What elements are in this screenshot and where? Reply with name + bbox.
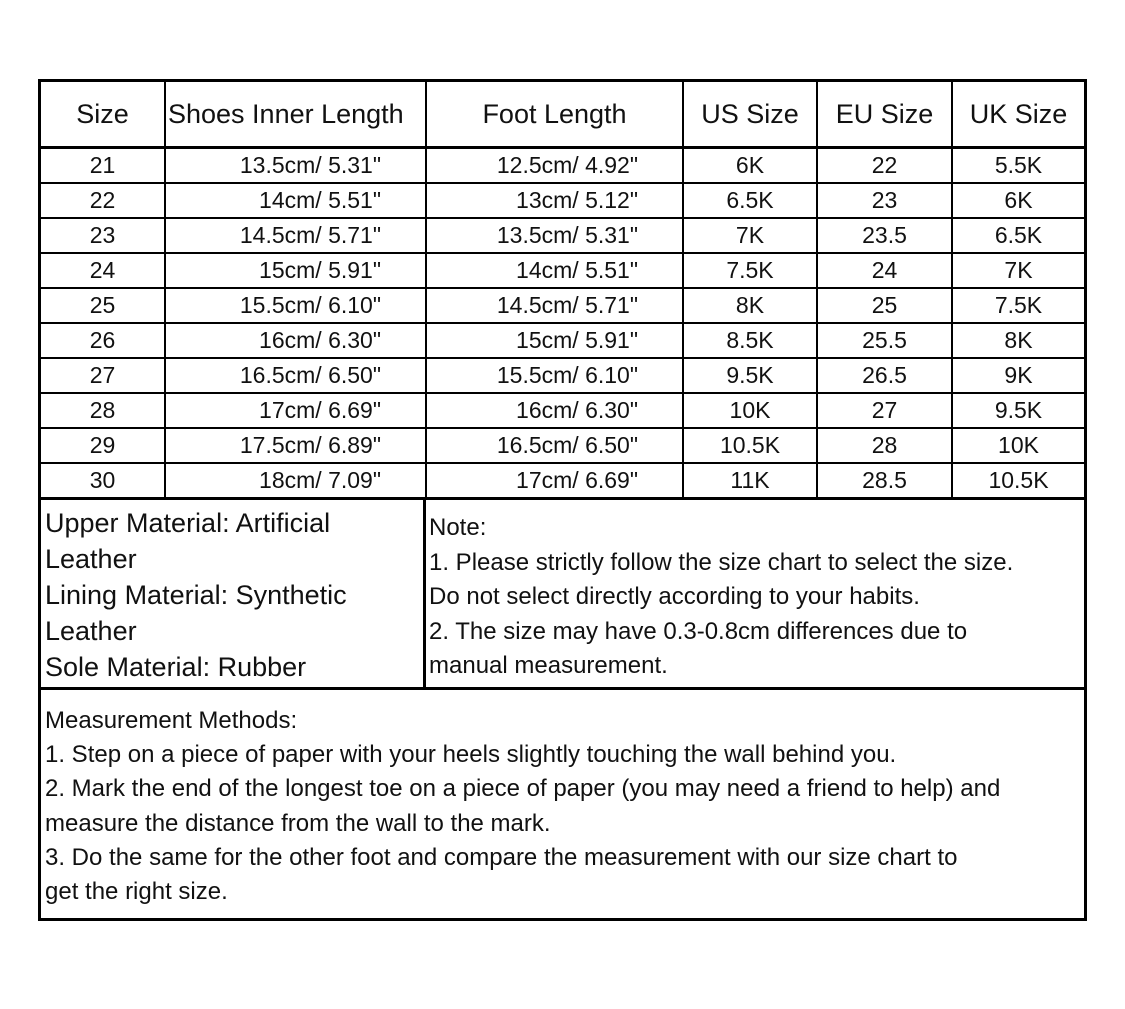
cell-size: 30 — [41, 463, 165, 499]
table-row — [41, 183, 1084, 218]
cell-eu-size: 23.5 — [817, 218, 952, 253]
note-line: Do not select directly according to your habits. — [429, 583, 920, 610]
cell-us-size: 7K — [683, 218, 817, 253]
table-row — [41, 323, 1084, 358]
cell-eu-size: 27 — [817, 393, 952, 428]
cell-foot-length: 16.5cm/ 6.50" — [426, 428, 683, 463]
size-chart — [38, 79, 1087, 921]
note-line: 2. The size may have 0.3-0.8cm differences due to — [429, 617, 968, 645]
cell-uk-size: 9.5K — [952, 393, 1084, 428]
cell-eu-size: 23 — [817, 183, 952, 218]
cell-eu-size: 25.5 — [817, 323, 952, 358]
cell-shoes-inner-length: 17cm/ 6.69" — [165, 393, 426, 428]
note-line: Note: — [429, 514, 487, 541]
table-header-row — [41, 82, 1084, 148]
methods-line: 3. Do the same for the other foot and compare the measurement with our size chart to — [45, 843, 958, 871]
cell-foot-length: 15cm/ 5.91" — [426, 323, 683, 358]
materials-line: Sole Material: Rubber — [45, 652, 307, 682]
cell-uk-size: 6K — [952, 183, 1084, 218]
cell-size: 29 — [41, 428, 165, 463]
header-size: Size — [41, 82, 165, 148]
cell-shoes-inner-length: 15cm/ 5.91" — [165, 253, 426, 288]
cell-eu-size: 24 — [817, 253, 952, 288]
cell-size: 27 — [41, 358, 165, 393]
cell-us-size: 6K — [683, 148, 817, 184]
cell-us-size: 10K — [683, 393, 817, 428]
cell-us-size: 7.5K — [683, 253, 817, 288]
table-row — [41, 218, 1084, 253]
cell-uk-size: 7.5K — [952, 288, 1084, 323]
note-line: 1. Please strictly follow the size chart to select the size. — [429, 548, 1014, 576]
cell-uk-size: 8K — [952, 323, 1084, 358]
cell-us-size: 9.5K — [683, 358, 817, 393]
header-eu-size: EU Size — [817, 82, 952, 148]
cell-foot-length: 16cm/ 6.30" — [426, 393, 683, 428]
cell-shoes-inner-length: 16cm/ 6.30" — [165, 323, 426, 358]
cell-size: 23 — [41, 218, 165, 253]
materials-line: Leather — [45, 616, 137, 646]
note-line: manual measurement. — [429, 652, 668, 679]
cell-shoes-inner-length: 18cm/ 7.09" — [165, 463, 426, 499]
cell-foot-length: 14cm/ 5.51" — [426, 253, 683, 288]
cell-uk-size: 10.5K — [952, 463, 1084, 499]
cell-us-size: 11K — [683, 463, 817, 499]
cell-uk-size: 9K — [952, 358, 1084, 393]
methods-line: measure the distance from the wall to the mark. — [45, 809, 551, 837]
measurement-methods-block — [45, 704, 1081, 909]
cell-size: 25 — [41, 288, 165, 323]
cell-size: 24 — [41, 253, 165, 288]
methods-line: 2. Mark the end of the longest toe on a piece of paper (you may need a friend to help) and — [45, 775, 1001, 803]
table-row — [41, 148, 1084, 184]
table-row — [41, 358, 1084, 393]
cell-uk-size: 10K — [952, 428, 1084, 463]
cell-foot-length: 12.5cm/ 4.92" — [426, 148, 683, 184]
cell-eu-size: 28 — [817, 428, 952, 463]
info-section — [41, 497, 1084, 690]
table-row — [41, 288, 1084, 323]
cell-shoes-inner-length: 13.5cm/ 5.31" — [165, 148, 426, 184]
cell-us-size: 6.5K — [683, 183, 817, 218]
cell-shoes-inner-length: 14.5cm/ 5.71" — [165, 218, 426, 253]
table-row — [41, 253, 1084, 288]
header-shoes-inner-length: Shoes Inner Length — [165, 82, 426, 148]
table-row — [41, 463, 1084, 499]
methods-line: Measurement Methods: — [45, 707, 298, 734]
materials-line: Lining Material: Synthetic — [45, 580, 347, 610]
cell-foot-length: 17cm/ 6.69" — [426, 463, 683, 499]
cell-us-size: 8.5K — [683, 323, 817, 358]
cell-shoes-inner-length: 17.5cm/ 6.89" — [165, 428, 426, 463]
cell-us-size: 10.5K — [683, 428, 817, 463]
cell-uk-size: 6.5K — [952, 218, 1084, 253]
methods-line: get the right size. — [45, 878, 228, 906]
table-row — [41, 393, 1084, 428]
cell-us-size: 8K — [683, 288, 817, 323]
cell-uk-size: 7K — [952, 253, 1084, 288]
cell-foot-length: 13cm/ 5.12" — [426, 183, 683, 218]
cell-size: 22 — [41, 183, 165, 218]
cell-eu-size: 22 — [817, 148, 952, 184]
cell-uk-size: 5.5K — [952, 148, 1084, 184]
cell-eu-size: 25 — [817, 288, 952, 323]
methods-line: 1. Step on a piece of paper with your heels slightly touching the wall behind you. — [45, 741, 897, 769]
cell-foot-length: 15.5cm/ 6.10" — [426, 358, 683, 393]
cell-eu-size: 28.5 — [817, 463, 952, 499]
size-table — [41, 82, 1084, 500]
table-row — [41, 428, 1084, 463]
cell-size: 28 — [41, 393, 165, 428]
section-divider — [423, 497, 426, 687]
cell-eu-size: 26.5 — [817, 358, 952, 393]
cell-shoes-inner-length: 15.5cm/ 6.10" — [165, 288, 426, 323]
cell-shoes-inner-length: 16.5cm/ 6.50" — [165, 358, 426, 393]
header-us-size: US Size — [683, 82, 817, 148]
cell-shoes-inner-length: 14cm/ 5.51" — [165, 183, 426, 218]
cell-size: 21 — [41, 148, 165, 184]
header-uk-size: UK Size — [952, 82, 1084, 148]
cell-foot-length: 13.5cm/ 5.31" — [426, 218, 683, 253]
header-foot-length: Foot Length — [426, 82, 683, 148]
note-block — [429, 511, 1079, 684]
materials-line: Leather — [45, 544, 137, 574]
materials-block — [45, 505, 415, 685]
cell-foot-length: 14.5cm/ 5.71" — [426, 288, 683, 323]
cell-size: 26 — [41, 323, 165, 358]
materials-line: Upper Material: Artificial — [45, 508, 331, 538]
